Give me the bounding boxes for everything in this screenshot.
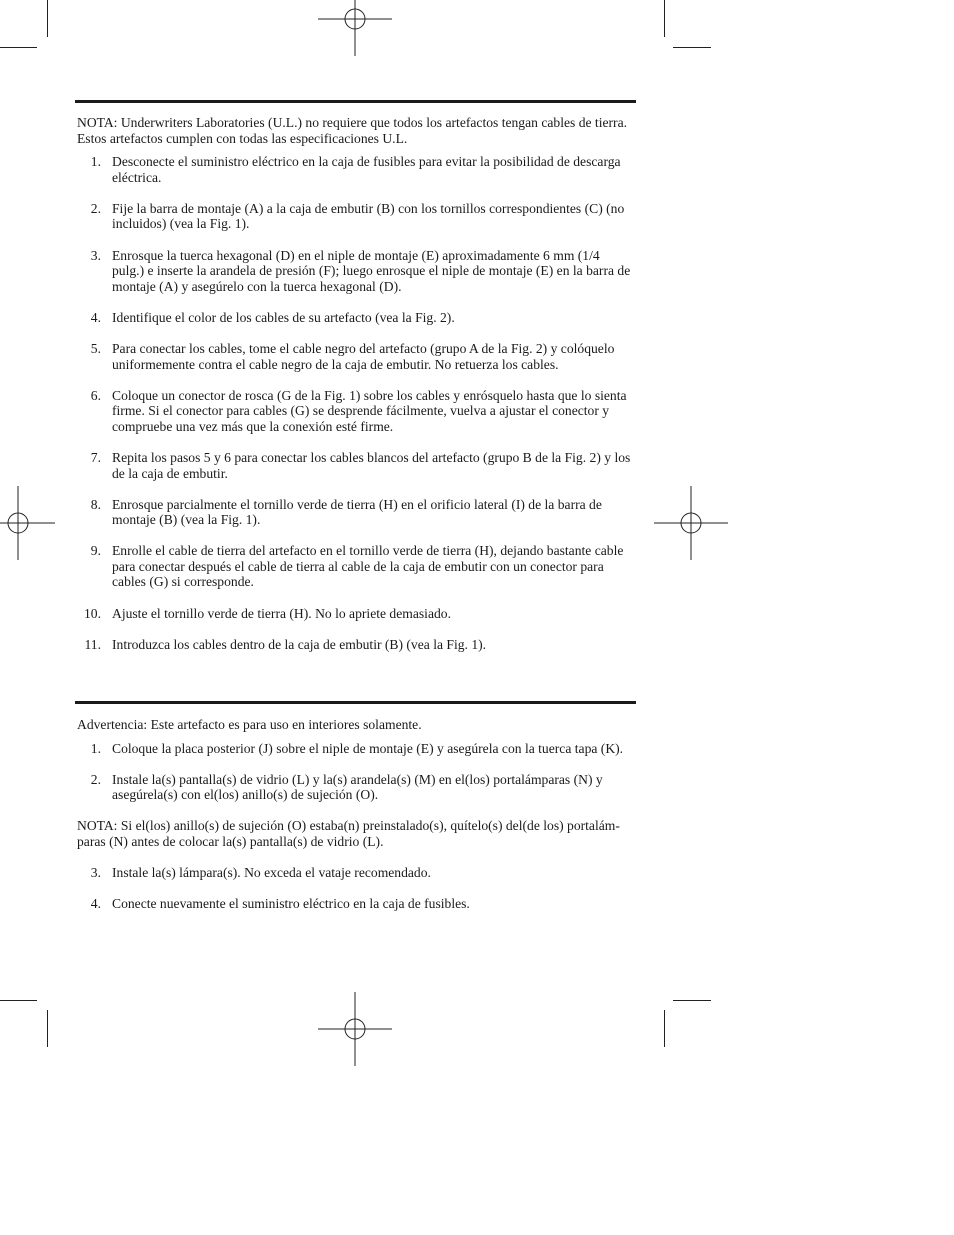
- step-text: Identifique el color de los cables de su artefacto (vea la Fig. 2).: [112, 309, 455, 325]
- step-text: Enrosque la tuerca hexagonal (D) en el niple de montaje (E) aproximadamente 6 mm (1/4 pulg.) e inserte la arandela de presión (F); luego enrosque el niple de montaje (E) en la barra de montaje (A) y asegúrelo con la tuerca hexagonal (D).: [112, 247, 631, 294]
- list-item: [77, 772, 635, 803]
- registration-mark-right: [654, 486, 728, 560]
- retaining-ring-note: NOTA: Si el(los) anillo(s) de sujeción (O) estaba(n) preinstalado(s), quítelo(s) del(de los) portalám-paras (N) antes de colocar la(s) pantalla(s) de vidrio (L).: [77, 818, 620, 849]
- crop-mark-top-left-horizontal: [0, 47, 37, 48]
- list-item: [77, 606, 635, 622]
- list-item: [77, 450, 635, 481]
- crop-mark-bottom-right-vertical: [664, 1010, 665, 1047]
- step-text: Ajuste el tornillo verde de tierra (H). No lo apriete demasiado.: [112, 605, 451, 621]
- crop-mark-bottom-left-vertical: [47, 1010, 48, 1047]
- installation-section: [77, 115, 635, 652]
- step-number: 8.: [90, 496, 101, 512]
- step-number: 3.: [90, 865, 101, 881]
- step-text: Coloque un conector de rosca (G de la Fig. 1) sobre los cables y enrósquelo hasta que lo sienta firme. Si el conector para cables (G) se desprende fácilmente, vuelva a ajustar el conector y compruebe una vez más que la conexión esté firme.: [112, 387, 627, 434]
- step-number: 2.: [90, 200, 101, 216]
- step-text: Conecte nuevamente el suministro eléctrico en la caja de fusibles.: [112, 896, 470, 912]
- step-text: Coloque la placa posterior (J) sobre el niple de montaje (E) y asegúrela con la tuerca tapa (K).: [112, 740, 624, 756]
- step-number: 5.: [90, 340, 101, 356]
- section-divider-middle: [75, 701, 636, 704]
- step-number: 4.: [90, 309, 101, 325]
- step-text: Fije la barra de montaje (A) a la caja de embutir (B) con los tornillos correspondientes (C) (no incluidos) (vea la Fig. 1).: [112, 200, 625, 232]
- step-number: 6.: [90, 387, 101, 403]
- assembly-section: [77, 717, 635, 912]
- list-item: [77, 865, 635, 881]
- step-text: Instale la(s) pantalla(s) de vidrio (L) y la(s) arandela(s) (M) en el(los) portalámparas (N) y asegúrela(s) con el(los) anillo(s) de sujeción (O).: [112, 771, 603, 803]
- list-item: [77, 248, 635, 295]
- step-number: 2.: [90, 771, 101, 787]
- step-text: Para conectar los cables, tome el cable negro del artefacto (grupo A de la Fig. 2) y colóquelo uniformemente contra el cable negro de la caja de embutir. No retuerza los cables.: [112, 340, 615, 372]
- list-item: [77, 201, 635, 232]
- registration-mark-left: [0, 486, 55, 560]
- section-divider-top: [75, 100, 636, 103]
- step-number: 7.: [90, 449, 101, 465]
- list-item: [77, 341, 635, 372]
- step-number: 11.: [84, 636, 101, 652]
- indoor-use-warning: Advertencia: Este artefacto es para uso en interiores solamente.: [77, 717, 422, 732]
- installation-steps: [77, 154, 635, 652]
- list-item: [77, 497, 635, 528]
- list-item: [77, 896, 635, 912]
- step-text: Enrosque parcialmente el tornillo verde de tierra (H) en el orificio lateral (I) de la barra de montaje (B) (vea la Fig. 1).: [112, 496, 602, 528]
- step-number: 4.: [90, 896, 101, 912]
- step-text: Repita los pasos 5 y 6 para conectar los cables blancos del artefacto (grupo B de la Fig. 2) y los de la caja de embutir.: [112, 449, 631, 481]
- list-item: [77, 154, 635, 185]
- step-number: 1.: [90, 740, 101, 756]
- step-text: Enrolle el cable de tierra del artefacto en el tornillo verde de tierra (H), dejando bastante cable para conectar después el cable de tierra al cable de la caja de embutir con un conector para cables (G) si corresponde.: [112, 543, 624, 590]
- step-text: Instale la(s) lámpara(s). No exceda el vataje recomendado.: [112, 865, 431, 881]
- registration-mark-top: [318, 0, 392, 56]
- ul-note: NOTA: Underwriters Laboratories (U.L.) no requiere que todos los artefactos tengan cables de tierra. Estos artefactos cumplen con todas las especificaciones U.L.: [77, 115, 628, 146]
- registration-mark-bottom: [318, 992, 392, 1066]
- list-item: [77, 543, 635, 590]
- list-item: [77, 310, 635, 326]
- assembly-steps-a: [77, 741, 635, 803]
- crop-mark-top-left-vertical: [47, 0, 48, 37]
- crop-mark-bottom-left-horizontal: [0, 1000, 37, 1001]
- step-number: 10.: [84, 605, 101, 621]
- list-item: [77, 388, 635, 435]
- crop-mark-bottom-right-horizontal: [673, 1000, 711, 1001]
- crop-mark-top-right-vertical: [664, 0, 665, 37]
- step-text: Introduzca los cables dentro de la caja de embutir (B) (vea la Fig. 1).: [112, 636, 487, 652]
- list-item: [77, 741, 635, 757]
- step-number: 3.: [90, 247, 101, 263]
- step-number: 9.: [90, 543, 101, 559]
- crop-mark-top-right-horizontal: [673, 47, 711, 48]
- step-text: Desconecte el suministro eléctrico en la caja de fusibles para evitar la posibilidad de descarga eléctrica.: [112, 154, 621, 185]
- step-number: 1.: [90, 154, 101, 170]
- assembly-steps-b: [77, 865, 635, 912]
- list-item: [77, 637, 635, 653]
